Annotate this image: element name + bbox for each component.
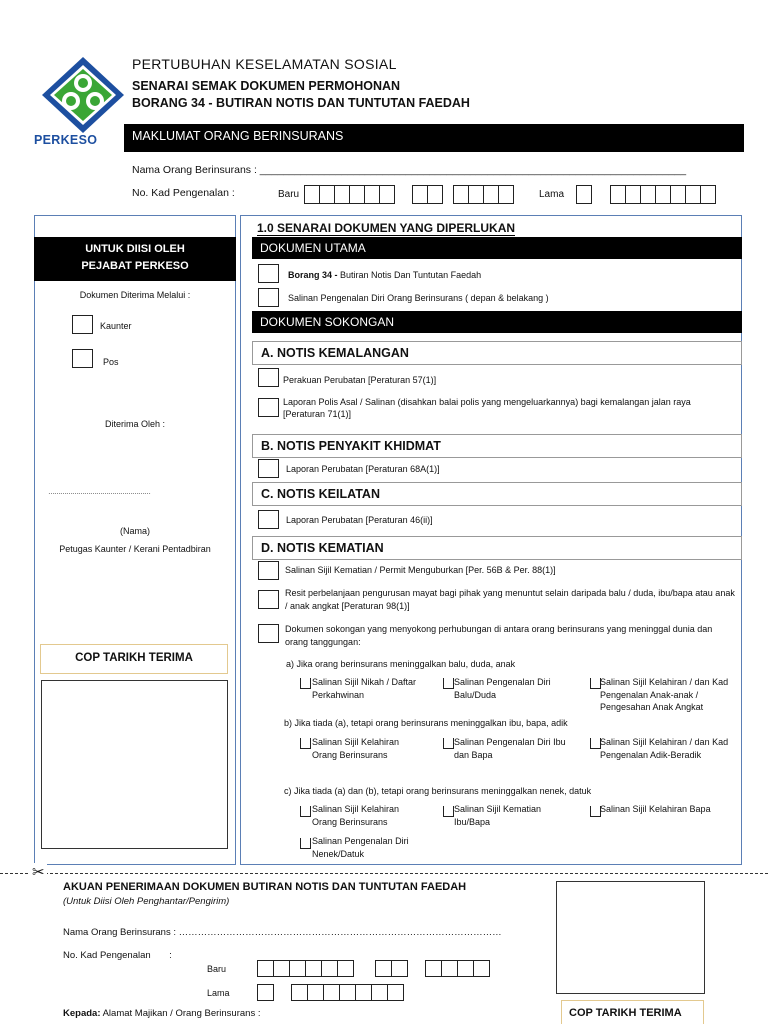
bottom-baru-label: Baru [207, 964, 227, 974]
ic-copy-label: Salinan Pengenalan Diri Orang Berinsurans ( depan & belakang ) [288, 293, 549, 303]
kepada-label: Kepada: Alamat Majikan / Orang Berinsurans : [63, 1008, 261, 1019]
logo-emblem-icon [40, 55, 126, 135]
case-b-opt1-label: Salinan Sijil Kelahiran Orang Berinsurans [312, 737, 400, 760]
info-bar: MAKLUMAT ORANG BERINSURANS [124, 124, 744, 152]
case-c-opt2-label: Salinan Sijil Kematian Ibu/Bapa [454, 804, 542, 827]
pos-checkbox[interactable] [72, 349, 93, 368]
ic-lama-cells[interactable] [610, 185, 715, 204]
case-c-opt1-checkbox[interactable] [300, 806, 311, 817]
bottom-ic-label: No. Kad Pengenalan : [63, 950, 172, 961]
officer-label: Petugas Kaunter / Kerani Pentadbiran [59, 544, 211, 554]
received-by-label: Diterima Oleh : [104, 419, 166, 429]
scissors-icon: ✂ [32, 864, 45, 881]
bottom-ic-baru-cells-3[interactable] [425, 960, 489, 977]
d-item1-checkbox[interactable] [258, 561, 279, 580]
dokumen-utama-bar: DOKUMEN UTAMA [252, 237, 742, 259]
case-b-opt3-label: Salinan Sijil Kelahiran / dan Kad Pengenalan Adik-Beradik [600, 737, 729, 760]
ic-baru-cells-3[interactable] [453, 185, 513, 204]
case-a-opt2-checkbox[interactable] [443, 678, 454, 689]
org-name: PERTUBUHAN KESELAMATAN SOSIAL [132, 56, 397, 72]
case-c-label: c) Jika tiada (a) dan (b), tetapi orang berinsurans meninggalkan nenek, datuk [284, 786, 592, 796]
case-b-opt1-checkbox[interactable] [300, 738, 311, 749]
b-item1-label: Laporan Perubatan [Peraturan 68A(1)] [286, 464, 440, 474]
case-b-label: b) Jika tiada (a), tetapi orang berinsurans meninggalkan ibu, bapa, adik [284, 718, 568, 728]
borang34-checkbox[interactable] [258, 264, 279, 283]
ic-baru-cells-1[interactable] [304, 185, 394, 204]
case-a-opt1-label: Salinan Sijil Nikah / Daftar Perkahwinan [312, 677, 417, 700]
d-item3-checkbox[interactable] [258, 624, 279, 643]
section-title: 1.0 SENARAI DOKUMEN YANG DIPERLUKAN [257, 221, 516, 235]
kaunter-label: Kaunter [100, 321, 132, 331]
acknowledgement-title: AKUAN PENERIMAAN DOKUMEN BUTIRAN NOTIS DAN TUNTUTAN FAEDAH [63, 881, 467, 893]
a-item1-label: Perakuan Perubatan [Peraturan 57(1)] [283, 375, 437, 385]
pos-label: Pos [103, 357, 119, 367]
bottom-stamp-box[interactable] [556, 881, 705, 994]
d-item2-label: Resit perbelanjaan pengurusan mayat bagi pihak yang menuntut selain daripada balu / duda, ibu/bapa atau anak / anak angkat [Peraturan 98(1)] [285, 588, 735, 611]
c-item1-label: Laporan Perubatan [Peraturan 46(ii)] [286, 515, 433, 525]
case-c-opt1-label: Salinan Sijil Kelahiran Orang Berinsurans [312, 804, 400, 827]
ic-baru-label: Baru [278, 189, 300, 200]
subtitle-2: BORANG 34 - BUTIRAN NOTIS DAN TUNTUTAN FAEDAH [132, 96, 470, 110]
case-c-opt2-checkbox[interactable] [443, 806, 454, 817]
bottom-ic-lama-prefix-cell[interactable] [257, 984, 273, 1001]
case-a-opt1-checkbox[interactable] [300, 678, 311, 689]
bottom-ic-baru-cells-1[interactable] [257, 960, 353, 977]
case-b-opt2-checkbox[interactable] [443, 738, 454, 749]
section-c-header: C. NOTIS KEILATAN [252, 482, 742, 506]
received-via-label: Dokumen Diterima Melalui : [79, 290, 191, 300]
d-item3-label: Dokumen sokongan yang menyokong perhubungan di antara orang berinsurans yang meninggal dunia dan orang tanggungan: [285, 624, 713, 647]
signature-line: …………………………………………… [48, 489, 150, 496]
ic-baru-cells-2[interactable] [412, 185, 442, 204]
case-c-opt4-label: Salinan Pengenalan Diri Nenek/Datuk [312, 836, 409, 859]
cut-line [0, 873, 768, 874]
nama-label: (Nama) [119, 526, 150, 536]
a-item1-checkbox[interactable] [258, 368, 279, 387]
section-a-header: A. NOTIS KEMALANGAN [252, 341, 742, 365]
d-item2-checkbox[interactable] [258, 590, 279, 609]
office-header: UNTUK DIISI OLEH PEJABAT PERKESO [34, 237, 236, 281]
b-item1-checkbox[interactable] [258, 459, 279, 478]
ic-lama-prefix-cell[interactable] [576, 185, 591, 204]
case-c-opt3-label: Salinan Sijil Kelahiran Bapa [600, 804, 711, 814]
borang34-label: Borang 34 - Butiran Notis Dan Tuntutan Faedah [288, 270, 482, 280]
insured-name-field[interactable]: Nama Orang Berinsurans : _________________________________________________________________________ [132, 164, 687, 176]
ic-lama-label: Lama [539, 189, 565, 200]
subtitle-1: SENARAI SEMAK DOKUMEN PERMOHONAN [132, 79, 401, 93]
dokumen-sokongan-bar: DOKUMEN SOKONGAN [252, 311, 742, 333]
a-item2-checkbox[interactable] [258, 398, 279, 417]
office-stamp-box[interactable] [41, 680, 228, 849]
c-item1-checkbox[interactable] [258, 510, 279, 529]
office-stamp-label-box: COP TARIKH TERIMA [40, 644, 228, 674]
section-b-header: B. NOTIS PENYAKIT KHIDMAT [252, 434, 742, 458]
perkeso-logo [34, 55, 126, 150]
case-a-opt2-label: Salinan Pengenalan Diri Balu/Duda [454, 677, 551, 700]
bottom-lama-label: Lama [207, 988, 230, 998]
kaunter-checkbox[interactable] [72, 315, 93, 334]
case-c-opt4-checkbox[interactable] [300, 838, 311, 849]
logo-text: PERKESO [34, 133, 98, 147]
d-item1-label: Salinan Sijil Kematian / Permit Menguburkan [Per. 56B & Per. 88(1)] [285, 565, 556, 575]
case-a-label: a) Jika orang berinsurans meninggalkan balu, duda, anak [286, 659, 516, 669]
bottom-ic-baru-cells-2[interactable] [375, 960, 407, 977]
case-a-opt3-label: Salinan Sijil Kelahiran / dan Kad Pengenalan Anak-anak / Pengesahan Anak Angkat [600, 677, 729, 712]
bottom-stamp-label-box: COP TARIKH TERIMA [561, 1000, 704, 1024]
ic-copy-checkbox[interactable] [258, 288, 279, 307]
a-item2-label: Laporan Polis Asal / Salinan (disahkan balai polis yang mengeluarkannya) bagi kemalangan jalan raya [Peraturan 71(1)] [283, 397, 691, 419]
ic-label: No. Kad Pengenalan : [132, 187, 235, 199]
case-b-opt2-label: Salinan Pengenalan Diri Ibu dan Bapa [454, 737, 566, 760]
acknowledgement-subtitle: (Untuk Diisi Oleh Penghantar/Pengirim) [63, 896, 230, 907]
section-d-header: D. NOTIS KEMATIAN [252, 536, 742, 560]
bottom-name-field[interactable]: Nama Orang Berinsurans : ………………………………………………………………………………………… [63, 927, 502, 938]
bottom-ic-lama-cells[interactable] [291, 984, 403, 1001]
